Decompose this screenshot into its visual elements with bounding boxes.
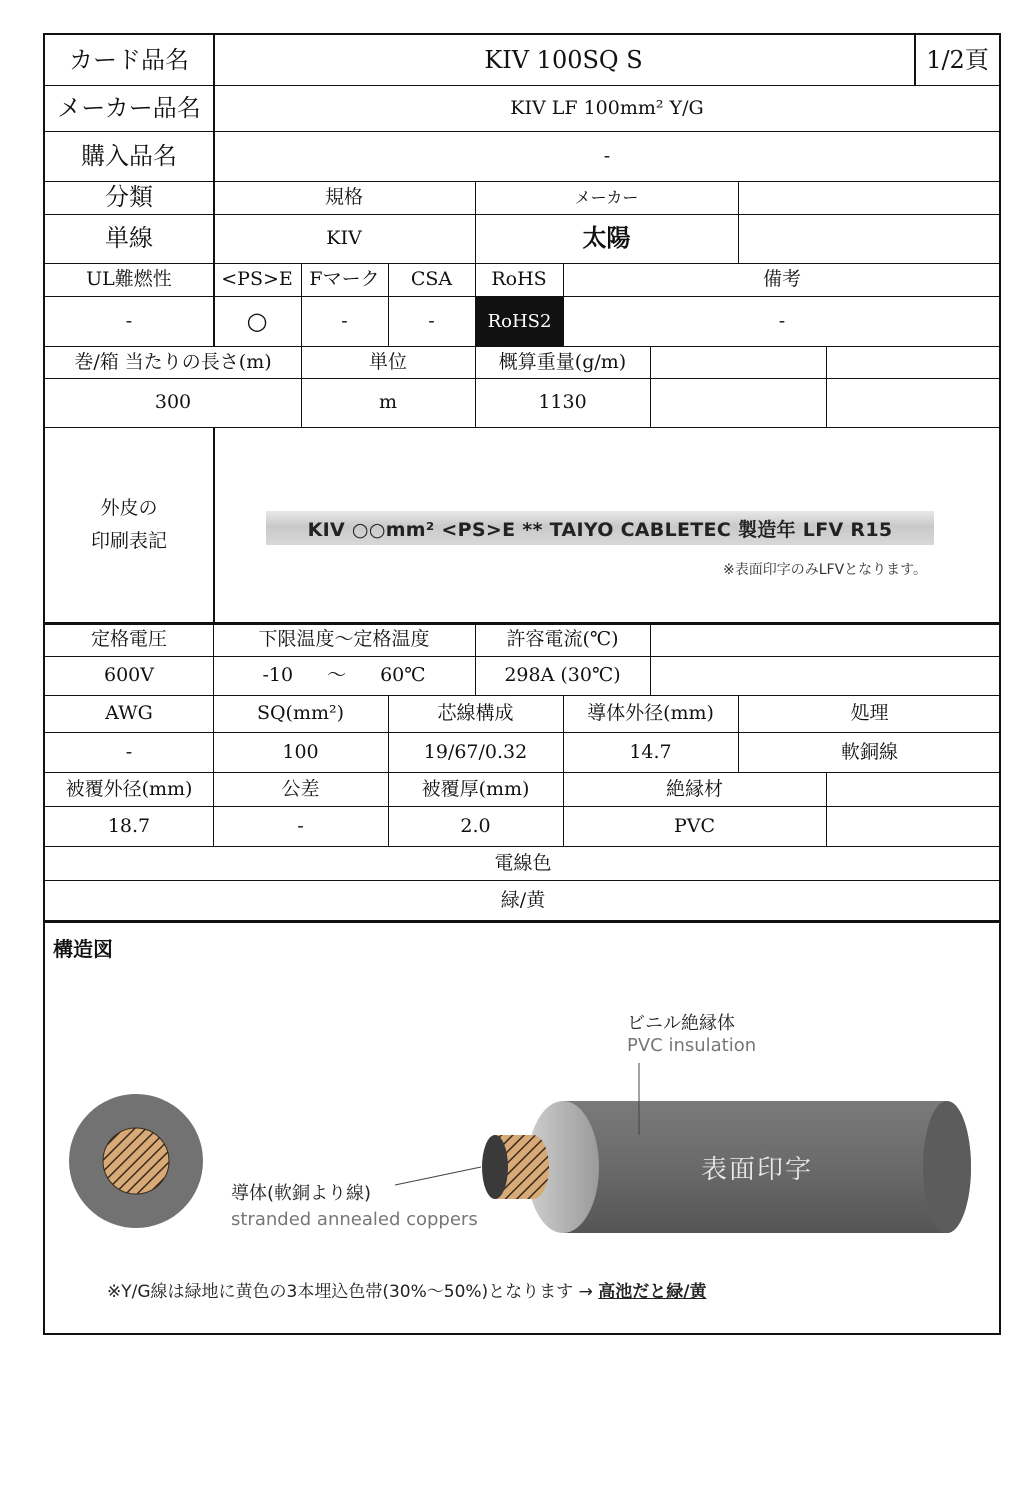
conductor-label-en: stranded annealed coppers xyxy=(231,1209,478,1230)
diameter-label: 導体外径(mm) xyxy=(587,702,714,725)
maker-name-label: メーカー品名 xyxy=(57,93,201,122)
standard-label: 規格 xyxy=(324,186,363,209)
material-label: 絶縁材 xyxy=(665,777,723,800)
card-name-label: カード品名 xyxy=(69,45,189,74)
footnote-handwritten: 高池だと緑/黄 xyxy=(598,1282,707,1302)
material-value: PVC xyxy=(673,814,716,837)
rohs-badge: RoHS2 xyxy=(476,297,563,346)
thickness-label: 被覆厚(mm) xyxy=(421,777,530,800)
conductor-leader-line xyxy=(395,1167,481,1185)
wire-type: 単線 xyxy=(105,224,153,253)
diagram-title: 構造図 xyxy=(53,937,113,961)
length-label: 巻/箱 当たりの長さ(m) xyxy=(74,350,272,373)
diagram-footnote xyxy=(107,1277,706,1302)
outer-diameter-label: 被覆外径(mm) xyxy=(65,777,193,800)
ul-flame-label: UL難燃性 xyxy=(86,268,172,291)
treatment-value: 軟銅線 xyxy=(840,740,898,763)
awg-value: - xyxy=(125,740,133,763)
temperature-value xyxy=(213,656,475,695)
temp-separator: ～ xyxy=(327,664,347,687)
remarks-label: 備考 xyxy=(762,268,801,291)
sq-value: 100 xyxy=(282,740,319,763)
footnote-text: ※Y/G線は緑地に黄色の3本埋込色帯(30%～50%)となります → xyxy=(107,1282,593,1302)
temperature-label: 下限温度～定格温度 xyxy=(258,627,430,650)
card-title: KIV 100SQ S xyxy=(484,45,643,74)
treatment-label: 処理 xyxy=(850,702,889,725)
pse-value: ○ xyxy=(246,306,268,335)
awg-label: AWG xyxy=(105,702,153,725)
spec-sheet xyxy=(43,33,1001,1335)
unit-label: 単位 xyxy=(368,350,407,373)
diameter-value: 14.7 xyxy=(629,740,672,763)
print-marking-label-line2: 印刷表記 xyxy=(90,529,167,552)
ul-flame-value: - xyxy=(125,309,133,332)
temp-high: 60℃ xyxy=(380,664,426,687)
weight-label: 概算重量(g/m) xyxy=(498,350,627,373)
purchase-name-label: 購入品名 xyxy=(81,141,177,170)
strand-value: 19/67/0.32 xyxy=(423,740,528,763)
temp-low: -10 xyxy=(262,664,294,687)
purchase-name-value: - xyxy=(603,144,611,167)
print-marking-note: ※表面印字のみLFVとなります。 xyxy=(723,562,928,578)
conductor-label-jp: 導体(軟銅より線) xyxy=(231,1183,372,1204)
weight-value: 1130 xyxy=(538,391,587,414)
insulation-label-en: PVC insulation xyxy=(627,1035,757,1056)
maker-name-value: KIV LF 100mm² Y/G xyxy=(510,96,704,119)
wire-color-label: 電線色 xyxy=(494,851,552,874)
length-value: 300 xyxy=(154,391,192,414)
tolerance-value: - xyxy=(297,814,304,837)
csa-value: - xyxy=(428,309,435,332)
standard-value: KIV xyxy=(326,227,362,250)
maker-label: メーカー xyxy=(574,187,639,207)
csa-label: CSA xyxy=(410,268,453,291)
current-value: 298A (30℃) xyxy=(504,664,621,687)
tolerance-label: 公差 xyxy=(281,777,320,800)
classification-label: 分類 xyxy=(105,183,153,212)
surface-print-label: 表面印字 xyxy=(701,1155,814,1185)
fmark-label: Fマーク xyxy=(309,268,380,291)
maker-value: 太陽 xyxy=(582,223,631,253)
voltage-label: 定格電圧 xyxy=(90,627,167,650)
thickness-value: 2.0 xyxy=(460,814,491,837)
current-label: 許容電流(℃) xyxy=(506,627,619,650)
print-marking-label xyxy=(45,427,213,622)
pse-label: <PS>E xyxy=(221,268,293,291)
print-marking-text: KIV ○○mm² <PS>E ** TAIYO CABLETEC 製造年 LFV R15 xyxy=(266,511,934,545)
cable-structure-diagram xyxy=(45,923,1001,1333)
fmark-value: - xyxy=(341,309,348,332)
rohs-label: RoHS xyxy=(491,268,547,291)
page-number: 1/2頁 xyxy=(926,45,989,74)
sq-label: SQ(mm²) xyxy=(256,702,345,725)
remarks-value: - xyxy=(778,309,786,332)
print-marking-label-line1: 外皮の xyxy=(100,497,158,520)
wire-color-value: 緑/黄 xyxy=(500,888,546,911)
strand-label: 芯線構成 xyxy=(437,702,514,725)
insulation-label-jp: ビニル絶縁体 xyxy=(627,1013,735,1034)
outer-diameter-value: 18.7 xyxy=(107,814,151,837)
unit-value: m xyxy=(378,391,398,414)
voltage-value: 600V xyxy=(104,664,154,687)
cross-section-icon xyxy=(69,1094,203,1228)
